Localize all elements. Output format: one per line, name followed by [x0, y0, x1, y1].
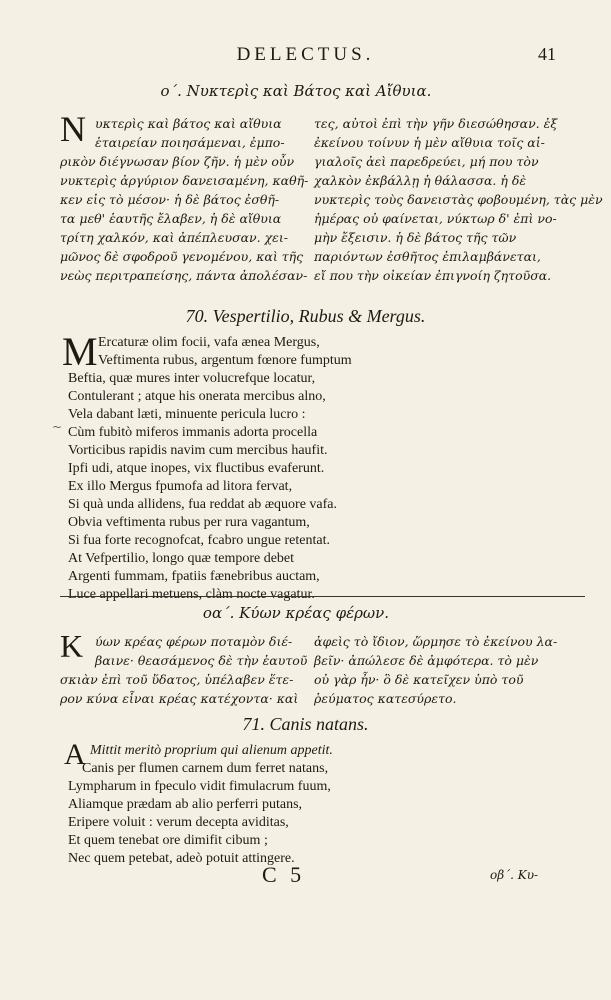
greek-line: κεν εἰς τὸ μέσον· ἡ δὲ βάτος ἐσθῆ- [60, 192, 280, 207]
fable-71-greek-title: οα΄. Κύων κρέας φέρων. [202, 604, 390, 622]
greek-line: σκιὰν ἐπὶ τοῦ ὕδατος, ὑπέλαβεν ἕτε- [60, 672, 294, 687]
section-divider [60, 596, 585, 597]
fable-70-title: 70. Vespertilio, Rubus & Mergus. [185, 306, 426, 326]
verse-line: Obvia veftimenta rubus per rura vagantum, [68, 515, 310, 530]
verse-line: Vorticibus rapidis navim cum mercibus haufit. [68, 443, 328, 458]
fable-71-greek-right-column [314, 632, 584, 708]
moral-line: Mittit meritò proprium qui alienum appetit. [90, 743, 333, 758]
fable-69-greek-right-column [314, 114, 603, 285]
greek-line: τα μεθ' ἑαυτῆς ἔλαβεν, ἡ δὲ αἴθυια [60, 211, 282, 226]
verse-line: Ercaturæ olim focii, vafa ænea Mergus, [98, 335, 320, 350]
greek-line: ἡμέρας οὐ φαίνεται, νύκτωρ δ' ἐπὶ νο- [314, 211, 557, 226]
verse-line: Luce appellari metuens, clàm nocte vagatur. [68, 587, 315, 602]
greek-line: μὴν ἔξεισιν. ἡ δὲ βάτος τῆς τῶν [314, 230, 517, 245]
greek-line: ρον κύνα εἶναι κρέας κατέχοντα· καὶ [60, 691, 299, 706]
greek-line: ἐκείνου τοίνυν ἡ μὲν αἴθυια τοῖς αἰ- [314, 135, 545, 150]
fable-71-drop-cap: A [64, 738, 86, 771]
verse-line: Si quà unda allidens, fua reddat ab æquore vafa. [68, 497, 338, 512]
greek-line: βεῖν· ἀπώλεσε δὲ ἀμφότερα. τὸ μὲν [314, 653, 539, 668]
page-number: 41 [538, 44, 556, 64]
fable-71-verse [68, 742, 333, 868]
catchword: οβ΄. Κυ- [490, 868, 539, 882]
verse-line: Eripere voluit : verum decepta aviditas, [68, 815, 289, 830]
fable-70-verse [68, 334, 352, 604]
verse-line: Argenti fummam, fpatiis fænebribus auctam, [68, 569, 320, 584]
greek-line: εἴ που τὴν οἰκείαν ἐπιγνοίη ζητοῦσα. [314, 268, 552, 283]
verse-line: Vela dabant læti, minuente pericula lucro : [68, 407, 306, 422]
greek-line: ῥεύματος κατεσύρετο. [314, 691, 457, 706]
margin-mark: ~ [52, 420, 63, 434]
fable-71-title: 71. Canis natans. [242, 714, 369, 734]
verse-line: Beftia, quæ mures inter volucrefque locatur, [68, 371, 316, 386]
verse-line: Nec quem petebat, adeò potuit attingere. [68, 851, 295, 866]
verse-line: Contulerant ; atque his onerata mercibus alno, [68, 389, 326, 404]
verse-line: Ex illo Mergus fpumofa ad litora fervat, [68, 479, 293, 494]
greek-line: ύων κρέας φέρων ποταμὸν διέ- [95, 634, 293, 649]
fable-69-greek-title: ο΄. Νυκτερὶς καὶ Βάτος καὶ Αἴθυια. [160, 82, 432, 100]
greek-line: παριόντων ἐσθῆτος ἐπιλαμβάνεται, [314, 249, 541, 264]
verse-line: Cùm fubitò miferos immanis adorta procella [68, 425, 318, 440]
fable-70-drop-cap: M [62, 329, 98, 374]
fable-69-greek-left-column [60, 114, 309, 285]
greek-line: υκτερὶς καὶ βάτος καὶ αἴθυια [95, 116, 282, 131]
verse-line: Canis per flumen carnem dum ferret natans, [82, 761, 329, 776]
verse-line: Si fua forte recognofcat, fcabro ungue retentat. [68, 533, 330, 548]
greek-line: νεὼς περιτραπείσης, πάντα ἀπολέσαν- [60, 268, 308, 283]
verse-line: Ipfi udi, atque inopes, vix fluctibus evaferunt. [68, 461, 325, 476]
greek-line: νυκτερὶς τοὺς δανειστὰς φοβουμένη, τὰς μὲν [314, 192, 603, 207]
greek-line: χαλκὸν ἐκβάλλῃ ἡ θάλασσα. ἡ δὲ [314, 173, 527, 188]
verse-line: Veftimenta rubus, argentum fœnore fumptum [98, 353, 352, 368]
greek-line: τρίτη χαλκόν, καὶ ἀπέπλευσαν. χει- [60, 230, 288, 245]
greek-line: ρικὸν διέγνωσαν βίον ζῆν. ἡ μὲν οὖν [60, 154, 295, 169]
fable-71-greek-left-column [60, 632, 308, 708]
verse-line: Lympharum in fpeculo vidit fimulacrum fuum, [68, 779, 331, 794]
verse-line: Aliamque prædam ab alio perferri putans, [68, 797, 303, 812]
greek-line: ἑταιρείαν ποιησάμεναι, ἐμπο- [95, 135, 285, 150]
verse-line: Et quem tenebat ore dimifit cibum ; [68, 833, 268, 848]
greek-line: νυκτερὶς ἀργύριον δανεισαμένη, καθῆ- [60, 173, 309, 188]
greek-line: γιαλοῖς ἀεὶ παρεδρεύει, μή που τὸν [314, 154, 539, 169]
greek-line: τες, αὐτοὶ ἐπὶ τὴν γῆν διεσώθησαν. ἐξ [314, 116, 558, 131]
verse-line: At Vefpertilio, longo quæ tempore debet [68, 551, 295, 566]
signature-mark: C 5 [262, 862, 306, 887]
greek-line: ἀφεὶς τὸ ἴδιον, ὥρμησε τὸ ἐκείνου λα- [314, 634, 558, 649]
fable-71-drop-cap: Κ [60, 628, 84, 664]
greek-line: βαινε· θεασάμενος δὲ τὴν ἑαυτοῦ [95, 653, 308, 668]
running-head: DELECTUS. [236, 44, 375, 65]
greek-line: μῶνος δὲ σφοδροῦ γενομένου, καὶ τῆς [60, 249, 304, 264]
greek-line: οὐ γὰρ ἦν· ὃ δὲ κατεῖχεν ὑπὸ τοῦ [314, 672, 524, 687]
fable-69-drop-cap: Ν [60, 109, 86, 149]
